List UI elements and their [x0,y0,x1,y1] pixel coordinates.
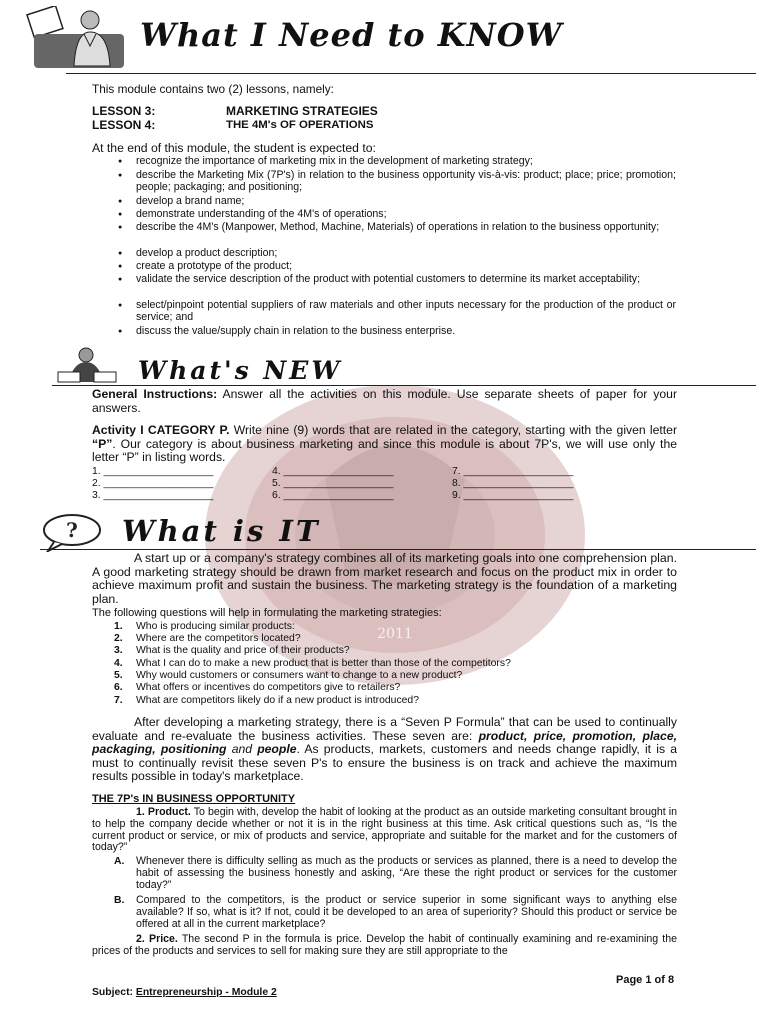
question-number: 4. [114,658,123,669]
answer-blank-4[interactable]: 4. ___________________ [272,466,394,477]
seven-ps-section-title: THE 7P's IN BUSINESS OPPORTUNITY [92,793,296,805]
question-number: 2. [114,633,123,644]
answer-blank-9[interactable]: 9. ___________________ [452,490,574,501]
product-paragraph: 1. Product. To begin with, develop the habit of looking at the product as an outside marketing consultant brought in to help the company decide whether or not it is in the right business at this time. Ask critical questions such as, “Is the current product or service, or mix of products and service, appropriate and suitable for the market and for the customers of today?” [92,806,677,854]
objective-item: select/pinpoint potential suppliers of raw materials and other inputs necessary for the production of the product or service; and [136,299,676,323]
item-b-label: B. [114,895,125,906]
lesson4-title: THE 4M's OF OPERATIONS [226,119,374,131]
objective-item: discuss the value/supply chain in relation to the business enterprise. [136,325,456,337]
need-to-know-heading: What I Need to KNOW [140,16,563,54]
answer-blank-7[interactable]: 7. ___________________ [452,466,574,477]
seven-p-paragraph: After developing a marketing strategy, there is a “Seven P Formula” that can be used to continually evaluate and re-evaluate the business activities. These seven are: product, price, promotion, place, packaging, positioning and people. As products, markets, customers and needs change rapidly, it is a must to continually revisit these seven P's to ensure the business is on track and achieve the maximum results possible in today's marketplace. [92,715,677,784]
answer-blank-3[interactable]: 3. ___________________ [92,490,214,501]
question-number: 6. [114,682,123,693]
item-a-text: Whenever there is difficulty selling as much as the products or services as planned, there is a need to develop the habit of assessing the business honestly and asking, “Are these the right product or services for the customer today?” [136,855,677,891]
questions-intro: The following questions will help in formulating the marketing strategies: [92,607,442,619]
objective-item: describe the Marketing Mix (7P's) in relation to the business opportunity vis-à-vis: product; place; price; promotion; people; packaging; and positioning; [136,169,676,193]
module-contains: This module contains two (2) lessons, namely: [92,82,334,96]
whats-new-rule [52,385,756,386]
reading-person-clipart-icon [54,346,118,384]
answer-blank-2[interactable]: 2. ___________________ [92,478,214,489]
question-bubble-icon [40,512,104,552]
question-text: Why would customers or consumers want to change to a new product? [136,670,463,681]
item-b-text: Compared to the competitors, is the product or service superior in some significant ways to anything else available? If so, what is it? If not, could it be developed to an area of superiority? Should this product or service be offered at all in the current marketplace? [136,894,677,930]
question-text: What are competitors likely do if a new product is introduced? [136,695,419,706]
objective-item: validate the service description of the product with potential customers to determine its market acceptability; [136,273,641,285]
objective-item: describe the 4M's (Manpower, Method, Machine, Materials) of operations in relation to the business opportunity; [136,221,660,233]
lesson4-label: LESSON 4: [92,118,156,132]
general-instructions: General Instructions: Answer all the activities on this module. Use separate sheets of paper for your answers. [92,387,677,415]
answer-blank-1[interactable]: 1. ___________________ [92,466,214,477]
objective-item: demonstrate understanding of the 4M's of operations; [136,208,387,220]
watermark-year: 2011 [377,626,413,642]
teacher-clipart-icon [24,6,134,72]
objective-item: develop a brand name; [136,195,245,207]
strategy-paragraph: A start up or a company's strategy combines all of its marketing goals into one comprehension plan. A good marketing strategy should be drawn from market research and focus on the product mix in order to achieve maximum profit and sustain the business. The marketing strategy is the foundation of a marketing plan. [92,551,677,606]
svg-text:?: ? [66,518,78,542]
page-number: Page 1 of 8 [616,974,675,986]
what-is-it-heading: What is IT [122,514,321,548]
question-number: 7. [114,695,123,706]
price-paragraph: 2. Price. The second P in the formula is price. Develop the habit of continually examining and re-examining the prices of the products and services to sell for making sure they are still appropriate to the [92,933,677,957]
lesson3-label: LESSON 3: [92,104,156,118]
activity-category-p: Activity I CATEGORY P. Write nine (9) words that are related in the category, starting with the given letter “P”. Our category is about business marketing and since this module is about 7P's, we will use only the letter “P” in listing words. [92,423,678,465]
objective-item: develop a product description; [136,247,278,259]
expected-intro: At the end of this module, the student is expected to: [92,141,376,155]
footer-subject: Subject: Entrepreneurship - Module 2 [92,987,277,998]
question-number: 1. [114,621,123,632]
objective-item: create a prototype of the product; [136,260,293,272]
objective-item: recognize the importance of marketing mix in the development of marketing strategy; [136,155,533,167]
question-number: 5. [114,670,123,681]
lesson3-title: MARKETING STRATEGIES [226,104,378,118]
question-text: What is the quality and price of their products? [136,645,350,656]
what-is-it-rule [40,549,756,550]
question-number: 3. [114,645,123,656]
answer-blank-8[interactable]: 8. ___________________ [452,478,574,489]
answer-blank-6[interactable]: 6. ___________________ [272,490,394,501]
question-text: Where are the competitors located? [136,633,301,644]
answer-blank-5[interactable]: 5. ___________________ [272,478,394,489]
item-a-label: A. [114,856,125,867]
question-text: What offers or incentives do competitors give to retailers? [136,682,401,693]
header-rule [66,73,756,74]
question-text: What I can do to make a new product that is better than those of the competitors? [136,658,511,669]
question-text: Who is producing similar products: [136,621,295,632]
whats-new-heading: What's NEW [138,356,343,385]
